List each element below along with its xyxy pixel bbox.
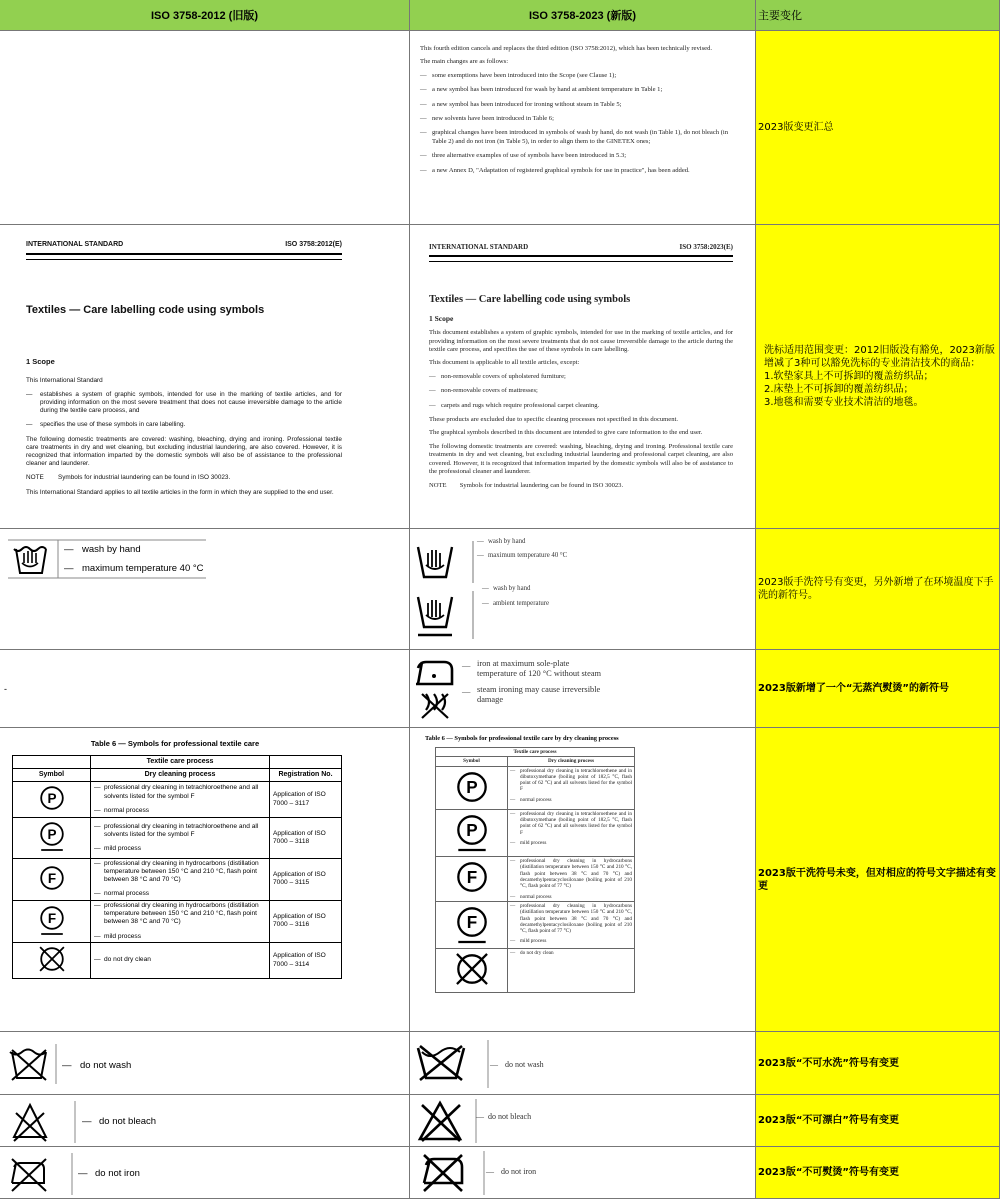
table-row (13, 818, 342, 858)
hand-wash-ambient-label: wash by hand (493, 585, 531, 592)
row8-note-text: 2023版“不可熨烫”符号有变更 (758, 1167, 899, 1178)
process-description: — professional dry cleaning in hydrocarbons (distillation temperature between 150 °C and 210 °C, flash point between 38 °C and 70 °C) and decamethylpentacyclosiloxane (boiling point of 210 °C, flash point of 77 °C) (510, 903, 632, 934)
foreword-item: — some exemptions have been introduced into the Scope (see Clause 1); (420, 72, 742, 80)
process-description: — do not dry clean (510, 950, 632, 956)
header-changes (756, 0, 1000, 31)
dash: — (486, 1167, 494, 1176)
th-process: Dry cleaning process (91, 769, 270, 782)
foreword-lead: The main changes are as follows: (420, 58, 509, 66)
symbol-cell (436, 949, 508, 992)
dash: — (476, 1112, 484, 1121)
scope-para: The following domestic treatments are covered: washing, bleaching, drying and ironing. Professional textile care treatments in dry and wet cleaning, but excluding industrial laundering and professional carpet cleaning, are also covered. However, it is recognized that information imparted by the domestic symbols will also be of assistance to the professional cleaner and launderer. (429, 442, 733, 476)
svg-text:P: P (46, 790, 57, 806)
row3-note-text: 2023版手洗符号有变更，另外新增了在环境温度下手洗的新符号。 (758, 577, 994, 601)
row8-old (0, 1147, 410, 1199)
process-intensity: — mild process (94, 845, 266, 853)
symbol-cell (13, 900, 91, 942)
table-caption: Table 6 — Symbols for professional textile care (90, 739, 260, 748)
scope-item: — non-removable covers of mattresses; (429, 387, 733, 395)
row6-new (410, 1032, 756, 1095)
scope-item: — non-removable covers of upholstered furniture; (429, 373, 733, 381)
table-row (436, 857, 635, 902)
scope-2023 (429, 243, 733, 495)
do-not-iron-icon (8, 1153, 78, 1195)
dash: — (62, 1060, 72, 1071)
row6-note (756, 1032, 1000, 1095)
row7-old (0, 1095, 410, 1147)
scope-para: This International Standard applies to all textile articles in the form in which they are supplied to the end user. (26, 488, 334, 496)
dry-clean-f-icon (37, 903, 67, 937)
table-row (13, 858, 342, 900)
max-temp-dash: — (64, 563, 74, 574)
header-new (410, 0, 756, 31)
header-old (0, 0, 410, 31)
scope-note: NOTE Symbols for industrial laundering can be found in ISO 30023. (26, 474, 231, 482)
std-header-rule (429, 259, 733, 262)
process-intensity: — mild process (510, 840, 632, 846)
dash: — (462, 661, 471, 670)
row8-new (410, 1147, 756, 1199)
process-intensity: — normal process (94, 890, 266, 898)
th-reg: Registration No. (270, 769, 342, 782)
row2-note-text: 洗标适用范围变更：2012旧版没有豁免，2023新版增减了3种可以豁免洗标的专业清洁技术的商品： 1.软垫家具上不可拆卸的覆盖纺织品； 2.床垫上不可拆卸的覆盖纺织品； 3.地毯和需要专业技术清洁的地毯。 (764, 345, 995, 408)
do-not-bleach-label: do not bleach (99, 1116, 157, 1127)
hand-wash-icon (14, 547, 46, 573)
foreword-item: — new solvents have been introduced in Table 6; (420, 115, 742, 123)
iron-symbols-2023 (414, 658, 458, 722)
do-not-bleach-icon (10, 1101, 80, 1143)
th-symbol: Symbol (13, 769, 91, 782)
scope-para: The following domestic treatments are covered: washing, bleaching, drying and ironing. Professional textile care treatments in dry and wet cleaning, but excluding industrial laundering, are also covered. However, it is recognized that information imparted by the domestic symbols will also be of assistance to the professional cleaner and launderer. (26, 435, 342, 468)
iron-no-steam-label: iron at maximum sole-plate temperature of 120 °C without steam (477, 659, 602, 678)
row2-old (0, 225, 410, 529)
th-process: Dry cleaning process (508, 757, 635, 766)
std-header-right: ISO 3758:2012(E) (285, 241, 342, 248)
header-changes-label: 主要变化 (758, 10, 802, 22)
process-description: — professional dry cleaning in tetrachloroethene and in dibutoxymethane (boiling point of 182,5 °C, flash point of 62 °C) and all solvents listed for the symbol F (510, 811, 632, 836)
scope-para: This document is applicable to all textile articles, except: (429, 359, 580, 367)
symbol-cell (13, 818, 91, 858)
dry-clean-p-icon (453, 811, 491, 853)
process-intensity: — mild process (510, 938, 632, 944)
foreword-item: — a new symbol has been introduced for ironing without steam in Table 5; (420, 101, 742, 109)
do-not-wash-icon (416, 1040, 496, 1088)
section-heading: 1 Scope (429, 313, 454, 323)
process-cell (91, 782, 270, 818)
process-description: — professional dry cleaning in hydrocarbons (distillation temperature between 150 °C and 210 °C, flash point between 38 °C and 70 °C) (94, 902, 266, 927)
registration-cell: Application of ISO 7000 – 3115 (270, 858, 342, 900)
symbol-cell (13, 942, 91, 978)
dash: — (490, 1060, 498, 1069)
dash: — (477, 538, 484, 545)
scope-item: — carpets and rugs which require professional carpet cleaning. (429, 402, 733, 410)
row3-old (0, 529, 410, 650)
row4-old-placeholder: - (4, 683, 7, 694)
row1-new (410, 31, 756, 225)
scope-para: The graphical symbols described in this document are intended to give care information to the end user. (429, 429, 703, 437)
section-heading: 1 Scope (26, 357, 55, 367)
dry-clean-p-icon (453, 768, 491, 806)
row4-note-text: 2023版新增了一个“无蒸汽熨烫”的新符号 (758, 683, 949, 694)
table-row (13, 900, 342, 942)
table-caption: Table 6 — Symbols for professional textile care by dry cleaning process (425, 735, 619, 742)
symbol-cell (13, 782, 91, 818)
scope-2012 (26, 241, 342, 503)
th-group: Textile care process (436, 748, 635, 757)
foreword (420, 45, 742, 181)
table-row (436, 809, 635, 856)
th-group: Textile care process (91, 756, 270, 769)
process-cell (91, 818, 270, 858)
svg-text:P: P (465, 777, 478, 797)
registration-cell: Application of ISO 7000 – 3114 (270, 942, 342, 978)
svg-text:F: F (466, 868, 477, 888)
process-description: — professional dry cleaning in hydrocarbons (distillation temperature between 150 °C and 210 °C, flash point between 38 °C and 70 °C) and decamethylpentacyclosiloxane (boiling point of 210 °C, flash point of 77 °C) (510, 858, 632, 889)
symbol-cell (13, 858, 91, 900)
row5-note (756, 728, 1000, 1032)
foreword-item: — a new Annex D, "Adaptation of registered graphical symbols for use in practice", has been added. (420, 167, 742, 175)
process-cell (508, 766, 635, 809)
hand-wash-ambient-icon (418, 597, 452, 635)
svg-text:P: P (46, 827, 57, 843)
svg-text:F: F (47, 910, 56, 926)
process-intensity: — normal process (510, 797, 632, 803)
do-not-dry-clean-icon (453, 950, 491, 988)
row4-old (0, 650, 410, 728)
foreword-item: — a new symbol has been introduced for wash by hand at ambient temperature in Table 1; (420, 86, 742, 94)
process-description: — do not dry clean (94, 956, 266, 964)
row3-new (410, 529, 756, 650)
row8-note (756, 1147, 1000, 1199)
do-not-iron-icon (420, 1151, 490, 1195)
symbol-cell (436, 857, 508, 902)
hand-wash-label: wash by hand (82, 544, 141, 555)
dash: — (482, 600, 489, 607)
symbol-cell (436, 901, 508, 948)
process-description: — professional dry cleaning in tetrachloroethene and all solvents listed for the symbol F (94, 784, 266, 801)
process-cell (91, 858, 270, 900)
scope-para: These products are excluded due to specific cleaning processes not specified in this document. (429, 416, 679, 424)
process-description: — professional dry cleaning in tetrachloroethene and in dibutoxymethane (boiling point of 182,5 °C, flash point of 62 °C) and all solvents listed for the symbol F (510, 768, 632, 793)
row7-note-text: 2023版“不可漂白”符号有变更 (758, 1115, 899, 1126)
th-blank (13, 756, 91, 769)
process-cell (508, 949, 635, 992)
th-blank2 (270, 756, 342, 769)
row6-old (0, 1032, 410, 1095)
dry-clean-f-icon (37, 863, 67, 893)
dry-clean-table-2023 (435, 747, 635, 993)
hand-wash-label: wash by hand (488, 538, 526, 545)
header-old-label: ISO 3758-2012 (旧版) (151, 10, 258, 22)
max-temp-label: maximum temperature 40 °C (82, 563, 204, 574)
svg-text:P: P (465, 821, 478, 841)
steam-damage-label: steam ironing may cause irreversible damage (477, 685, 601, 704)
table-row (13, 942, 342, 978)
registration-cell: Application of ISO 7000 – 3118 (270, 818, 342, 858)
svg-text:F: F (47, 870, 56, 886)
do-not-wash-label: do not wash (80, 1060, 132, 1071)
dry-clean-f-icon (453, 858, 491, 896)
process-intensity: — normal process (94, 807, 266, 815)
do-not-wash-label: do not wash (505, 1060, 544, 1069)
dash: — (78, 1168, 88, 1179)
row2-note (756, 225, 1000, 529)
foreword-intro: This fourth edition cancels and replaces the third edition (ISO 3758:2012), which has been technically revised. (420, 45, 713, 52)
scope-item: — specifies the use of these symbols in care labelling. (26, 421, 342, 429)
doc-title: Textiles — Care labelling code using symbols (429, 294, 631, 306)
do-not-iron-label: do not iron (501, 1167, 537, 1176)
hand-wash-40-icon (418, 547, 452, 577)
dash: — (477, 552, 484, 559)
row2-new (410, 225, 756, 529)
hand-wash-dash: — (64, 544, 74, 555)
row1-note-text: 2023版变更汇总 (758, 122, 834, 133)
do-not-dry-clean-icon (37, 944, 67, 974)
do-not-bleach-label: do not bleach (488, 1112, 532, 1121)
process-cell (508, 809, 635, 856)
do-not-iron-label: do not iron (95, 1168, 140, 1179)
row7-note (756, 1095, 1000, 1147)
std-header (26, 241, 342, 255)
symbol-cell (436, 809, 508, 856)
symbol-cell (436, 766, 508, 809)
header-new-label: ISO 3758-2023 (新版) (529, 10, 636, 22)
std-header (429, 243, 733, 257)
row6-note-text: 2023版“不可水洗”符号有变更 (758, 1057, 899, 1069)
max-temp-label: maximum temperature 40 °C (488, 552, 568, 559)
dry-clean-p-icon (37, 819, 67, 853)
row5-new (410, 728, 756, 1032)
process-intensity: — mild process (94, 933, 266, 941)
std-header-left: INTERNATIONAL STANDARD (26, 241, 124, 248)
scope-item: — establishes a system of graphic symbols, intended for use in the marking of textile articles, and for providing information on the most severe treatment that does not cause irreversible damage to the article during the textile care process, and (26, 391, 342, 416)
process-intensity: — normal process (510, 894, 632, 900)
registration-cell: Application of ISO 7000 – 3116 (270, 900, 342, 942)
scope-para: This International Standard (26, 376, 103, 384)
dry-clean-table-2012 (12, 755, 342, 979)
foreword-item: — three alternative examples of use of symbols have been introduced in 5.3; (420, 152, 742, 160)
process-cell (91, 900, 270, 942)
foreword-item: — graphical changes have been introduced in symbols of wash by hand, do not wash (in Table 1), do not bleach (in Table 2) and do not iron (in Table 5), in order to align them to the GINETEX ones; (420, 129, 742, 146)
table-row (13, 782, 342, 818)
dash: — (482, 585, 489, 592)
row5-old (0, 728, 410, 1032)
do-not-bleach-icon (416, 1099, 480, 1143)
table-row (436, 901, 635, 948)
row3-note (756, 529, 1000, 650)
process-cell (508, 857, 635, 902)
process-cell (91, 942, 270, 978)
row7-new (410, 1095, 756, 1147)
table-row (436, 949, 635, 992)
ambient-temp-label: ambient temperature (493, 600, 550, 607)
std-header-rule (26, 257, 342, 260)
row4-note (756, 650, 1000, 728)
iron-120-icon (416, 662, 452, 684)
process-description: — professional dry cleaning in hydrocarbons (distillation temperature between 150 °C and 210 °C, flash point between 38 °C and 70 °C) (94, 860, 266, 885)
row1-note (756, 31, 1000, 225)
std-header-right: ISO 3758:2023(E) (679, 243, 733, 251)
dry-clean-f-icon (453, 903, 491, 945)
svg-text:F: F (466, 913, 477, 933)
dry-clean-p-icon (37, 783, 67, 813)
row4-new (410, 650, 756, 728)
scope-note: NOTE Symbols for industrial laundering can be found in ISO 30023. (429, 481, 624, 489)
row5-note-text: 2023版干洗符号未变，但对相应的符号文字描述有变更 (758, 867, 996, 892)
th-symbol: Symbol (436, 757, 508, 766)
do-not-wash-icon (8, 1044, 58, 1084)
process-description: — professional dry cleaning in tetrachloroethene and all solvents listed for the symbol F (94, 823, 266, 840)
no-steam-icon (422, 694, 448, 718)
table-row (436, 766, 635, 809)
doc-title: Textiles — Care labelling code using symbols (26, 304, 265, 317)
registration-cell: Application of ISO 7000 – 3117 (270, 782, 342, 818)
dash: — (462, 687, 471, 696)
process-cell (508, 901, 635, 948)
scope-para: This document establishes a system of graphic symbols, intended for use in the marking of textile articles, and for providing information on the most severe treatments that do not cause irreversible damage to the article during the textile care process, and specifies the use of these symbols in care labelling. (429, 329, 733, 354)
std-header-left: INTERNATIONAL STANDARD (429, 243, 529, 251)
dash: — (82, 1116, 92, 1127)
row1-old (0, 31, 410, 225)
hand-wash-symbols-2023 (414, 539, 474, 644)
